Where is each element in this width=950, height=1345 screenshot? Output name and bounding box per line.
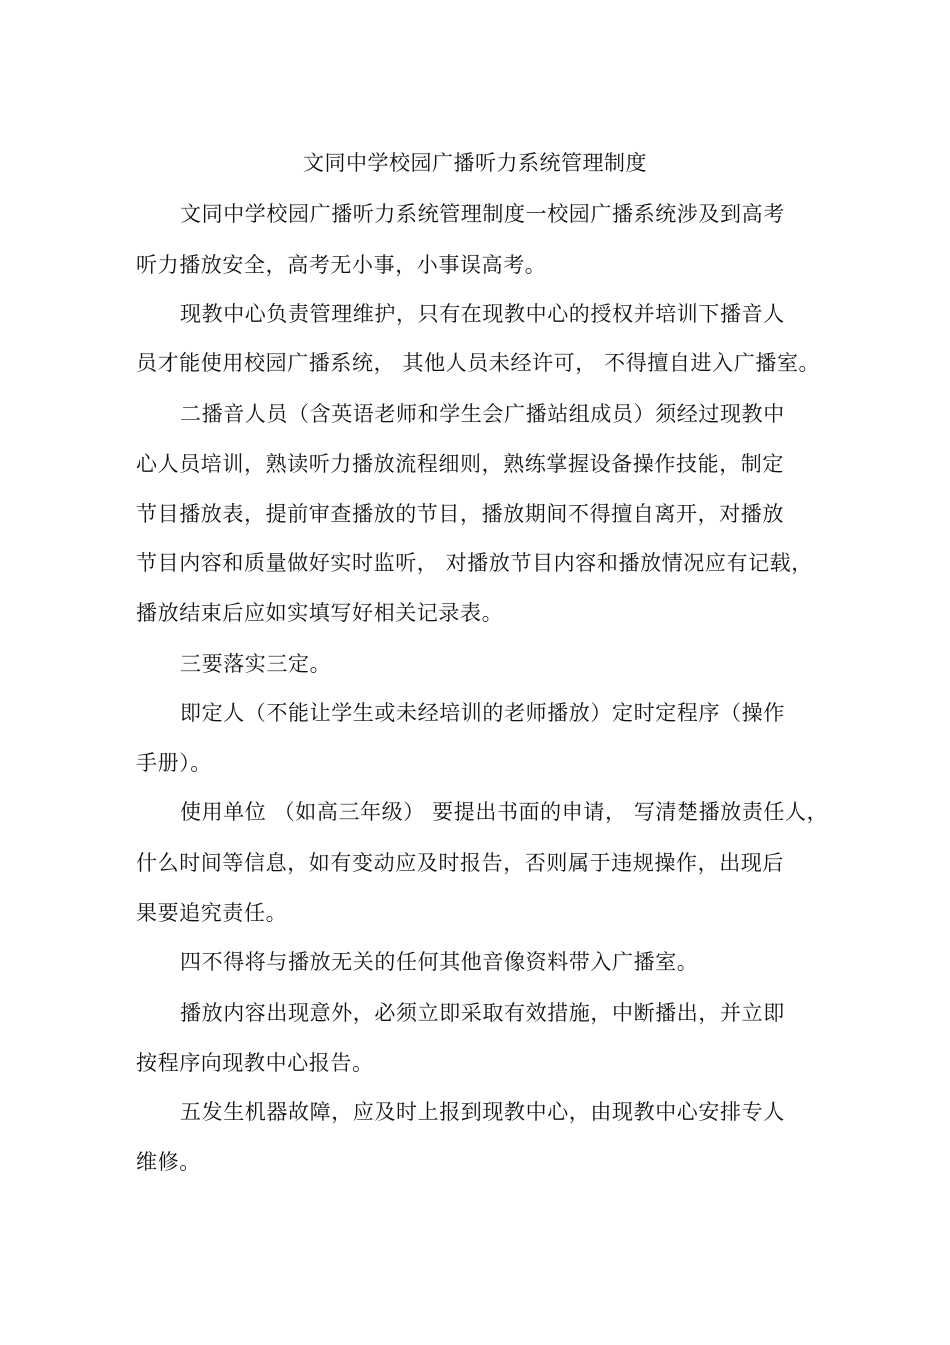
- text-line: 即定人（不能让学生或未经培训的老师播放）定时定程序（操作: [180, 701, 785, 725]
- document-title: 文同中学校园广播听力系统管理制度: [303, 151, 647, 175]
- text-line: 果要追究责任。: [136, 901, 288, 925]
- text-line: 使用单位 （如高三年级） 要提出书面的申请， 写清楚播放责任人，: [180, 800, 829, 824]
- text-line: 员才能使用校园广播系统， 其他人员未经许可， 不得擅自进入广播室。: [136, 351, 821, 375]
- text-line: 二播音人员（含英语老师和学生会广播站组成员）须经过现教中: [180, 402, 785, 426]
- text-line: 四不得将与播放无关的任何其他音像资料带入广播室。: [180, 950, 699, 974]
- text-line: 心人员培训，熟读听力播放流程细则，熟练掌握设备操作技能，制定: [136, 452, 784, 476]
- text-line: 文同中学校园广播听力系统管理制度一校园广播系统涉及到高考: [180, 202, 785, 226]
- text-line: 三要落实三定。: [180, 652, 332, 676]
- text-line: 维修。: [136, 1150, 201, 1174]
- text-line: 节目内容和质量做好实时监听， 对播放节目内容和播放情况应有记载，: [136, 551, 813, 575]
- text-line: 五发生机器故障，应及时上报到现教中心，由现教中心安排专人: [180, 1100, 785, 1124]
- text-line: 播放结束后应如实填写好相关记录表。: [136, 601, 504, 625]
- text-line: 按程序向现教中心报告。: [136, 1051, 374, 1075]
- text-line: 播放内容出现意外，必须立即采取有效措施，中断播出，并立即: [180, 1001, 785, 1025]
- text-line: 听力播放安全，高考无小事，小事误高考。: [136, 253, 547, 277]
- text-line: 现教中心负责管理维护，只有在现教中心的授权并培训下播音人: [180, 302, 785, 326]
- text-line: 手册）。: [136, 751, 212, 775]
- text-line: 节目播放表，提前审查播放的节目，播放期间不得擅自离开，对播放: [136, 502, 784, 526]
- text-line: 什么时间等信息，如有变动应及时报告，否则属于违规操作，出现后: [136, 851, 784, 875]
